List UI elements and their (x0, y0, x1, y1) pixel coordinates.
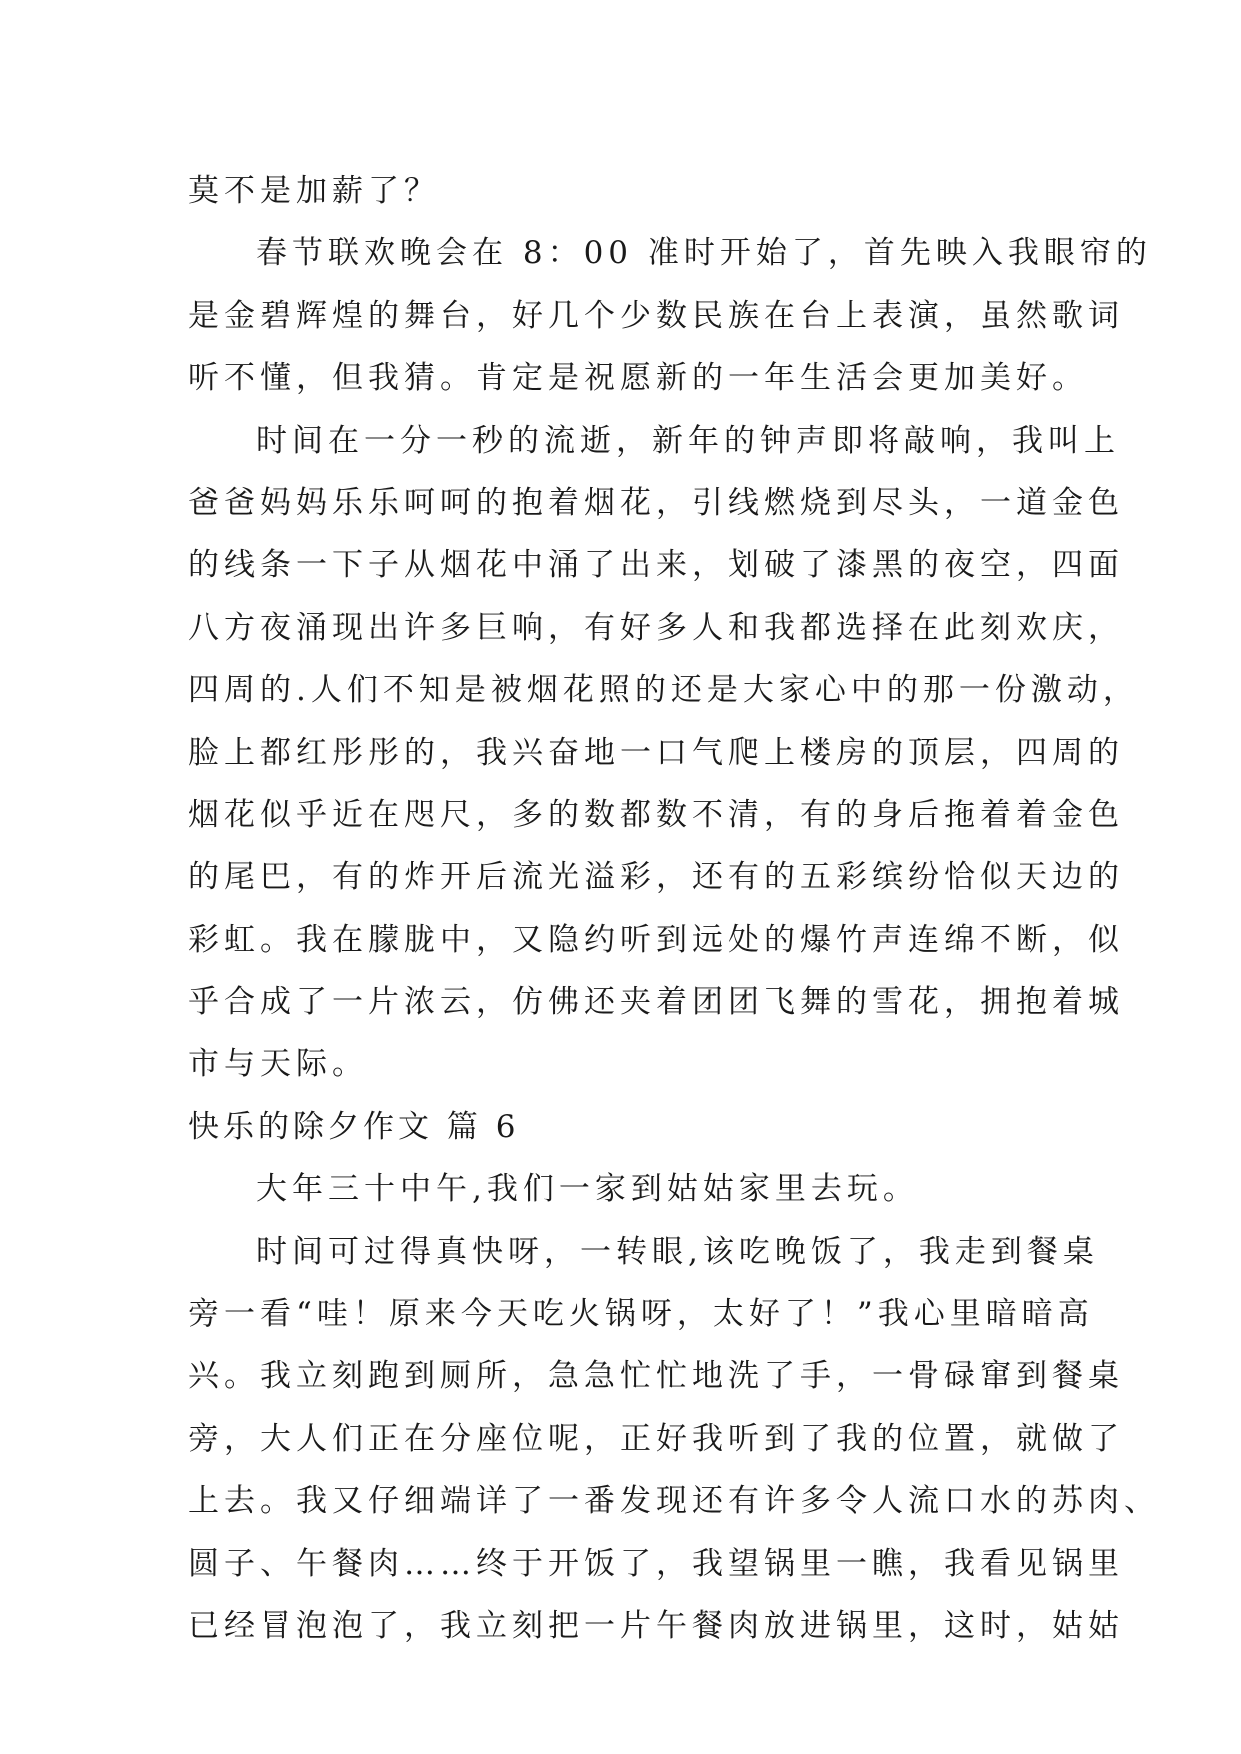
text-line: 四周的.人们不知是被烟花照的还是大家心中的那一份激动， (188, 672, 1139, 709)
text-line: 烟花似乎近在咫尺，多的数都数不清，有的身后拖着着金色 (188, 796, 1124, 833)
text-line: 市与天际。 (188, 1046, 368, 1083)
text-line: 时间可过得真快呀，一转眼,该吃晚饭了，我走到餐桌 (256, 1233, 1099, 1270)
text-line: 是金碧辉煌的舞台，好几个少数民族在台上表演，虽然歌词 (188, 297, 1124, 334)
text-line: 旁，大人们正在分座位呢，正好我听到了我的位置，就做了 (188, 1420, 1124, 1457)
text-line: 已经冒泡泡了，我立刻把一片午餐肉放进锅里，这时，姑姑 (188, 1607, 1124, 1644)
text-line: 兴。我立刻跑到厕所，急急忙忙地洗了手，一骨碌窜到餐桌 (188, 1358, 1124, 1395)
text-line: 脸上都红彤彤的，我兴奋地一口气爬上楼房的顶层，四周的 (188, 734, 1124, 771)
text-line: 八方夜涌现出许多巨响，有好多人和我都选择在此刻欢庆， (188, 609, 1124, 646)
text-line: 听不懂，但我猜。肯定是祝愿新的一年生活会更加美好。 (188, 360, 1088, 397)
text-line: 莫不是加薪了？ (188, 173, 440, 209)
document-body (188, 160, 1160, 1657)
text-line: 上去。我又仔细端详了一番发现还有许多令人流口水的苏肉、 (188, 1483, 1160, 1520)
text-line: 爸爸妈妈乐乐呵呵的抱着烟花，引线燃烧到尽头，一道金色 (188, 484, 1124, 521)
text-line: 旁一看“哇！原来今天吃火锅呀，太好了！”我心里暗暗高 (188, 1296, 1094, 1333)
text-line: 大年三十中午,我们一家到姑姑家里去玩。 (256, 1171, 919, 1208)
text-line: 时间在一分一秒的流逝，新年的钟声即将敲响，我叫上 (256, 422, 1120, 459)
text-line: 春节联欢晚会在 8：00 准时开始了，首先映入我眼帘的 (256, 235, 1152, 272)
text-line: 乎合成了一片浓云，仿佛还夹着团团飞舞的雪花，拥抱着城 (188, 984, 1124, 1021)
text-line: 的尾巴，有的炸开后流光溢彩，还有的五彩缤纷恰似天边的 (188, 859, 1124, 896)
text-line: 彩虹。我在朦胧中，又隐约听到远处的爆竹声连绵不断，似 (188, 921, 1124, 958)
section-heading: 快乐的除夕作文 篇 6 (188, 1108, 520, 1145)
text-line: 的线条一下子从烟花中涌了出来，划破了漆黑的夜空，四面 (188, 547, 1124, 584)
text-line: 圆子、午餐肉……终于开饭了，我望锅里一瞧，我看见锅里 (188, 1545, 1124, 1582)
